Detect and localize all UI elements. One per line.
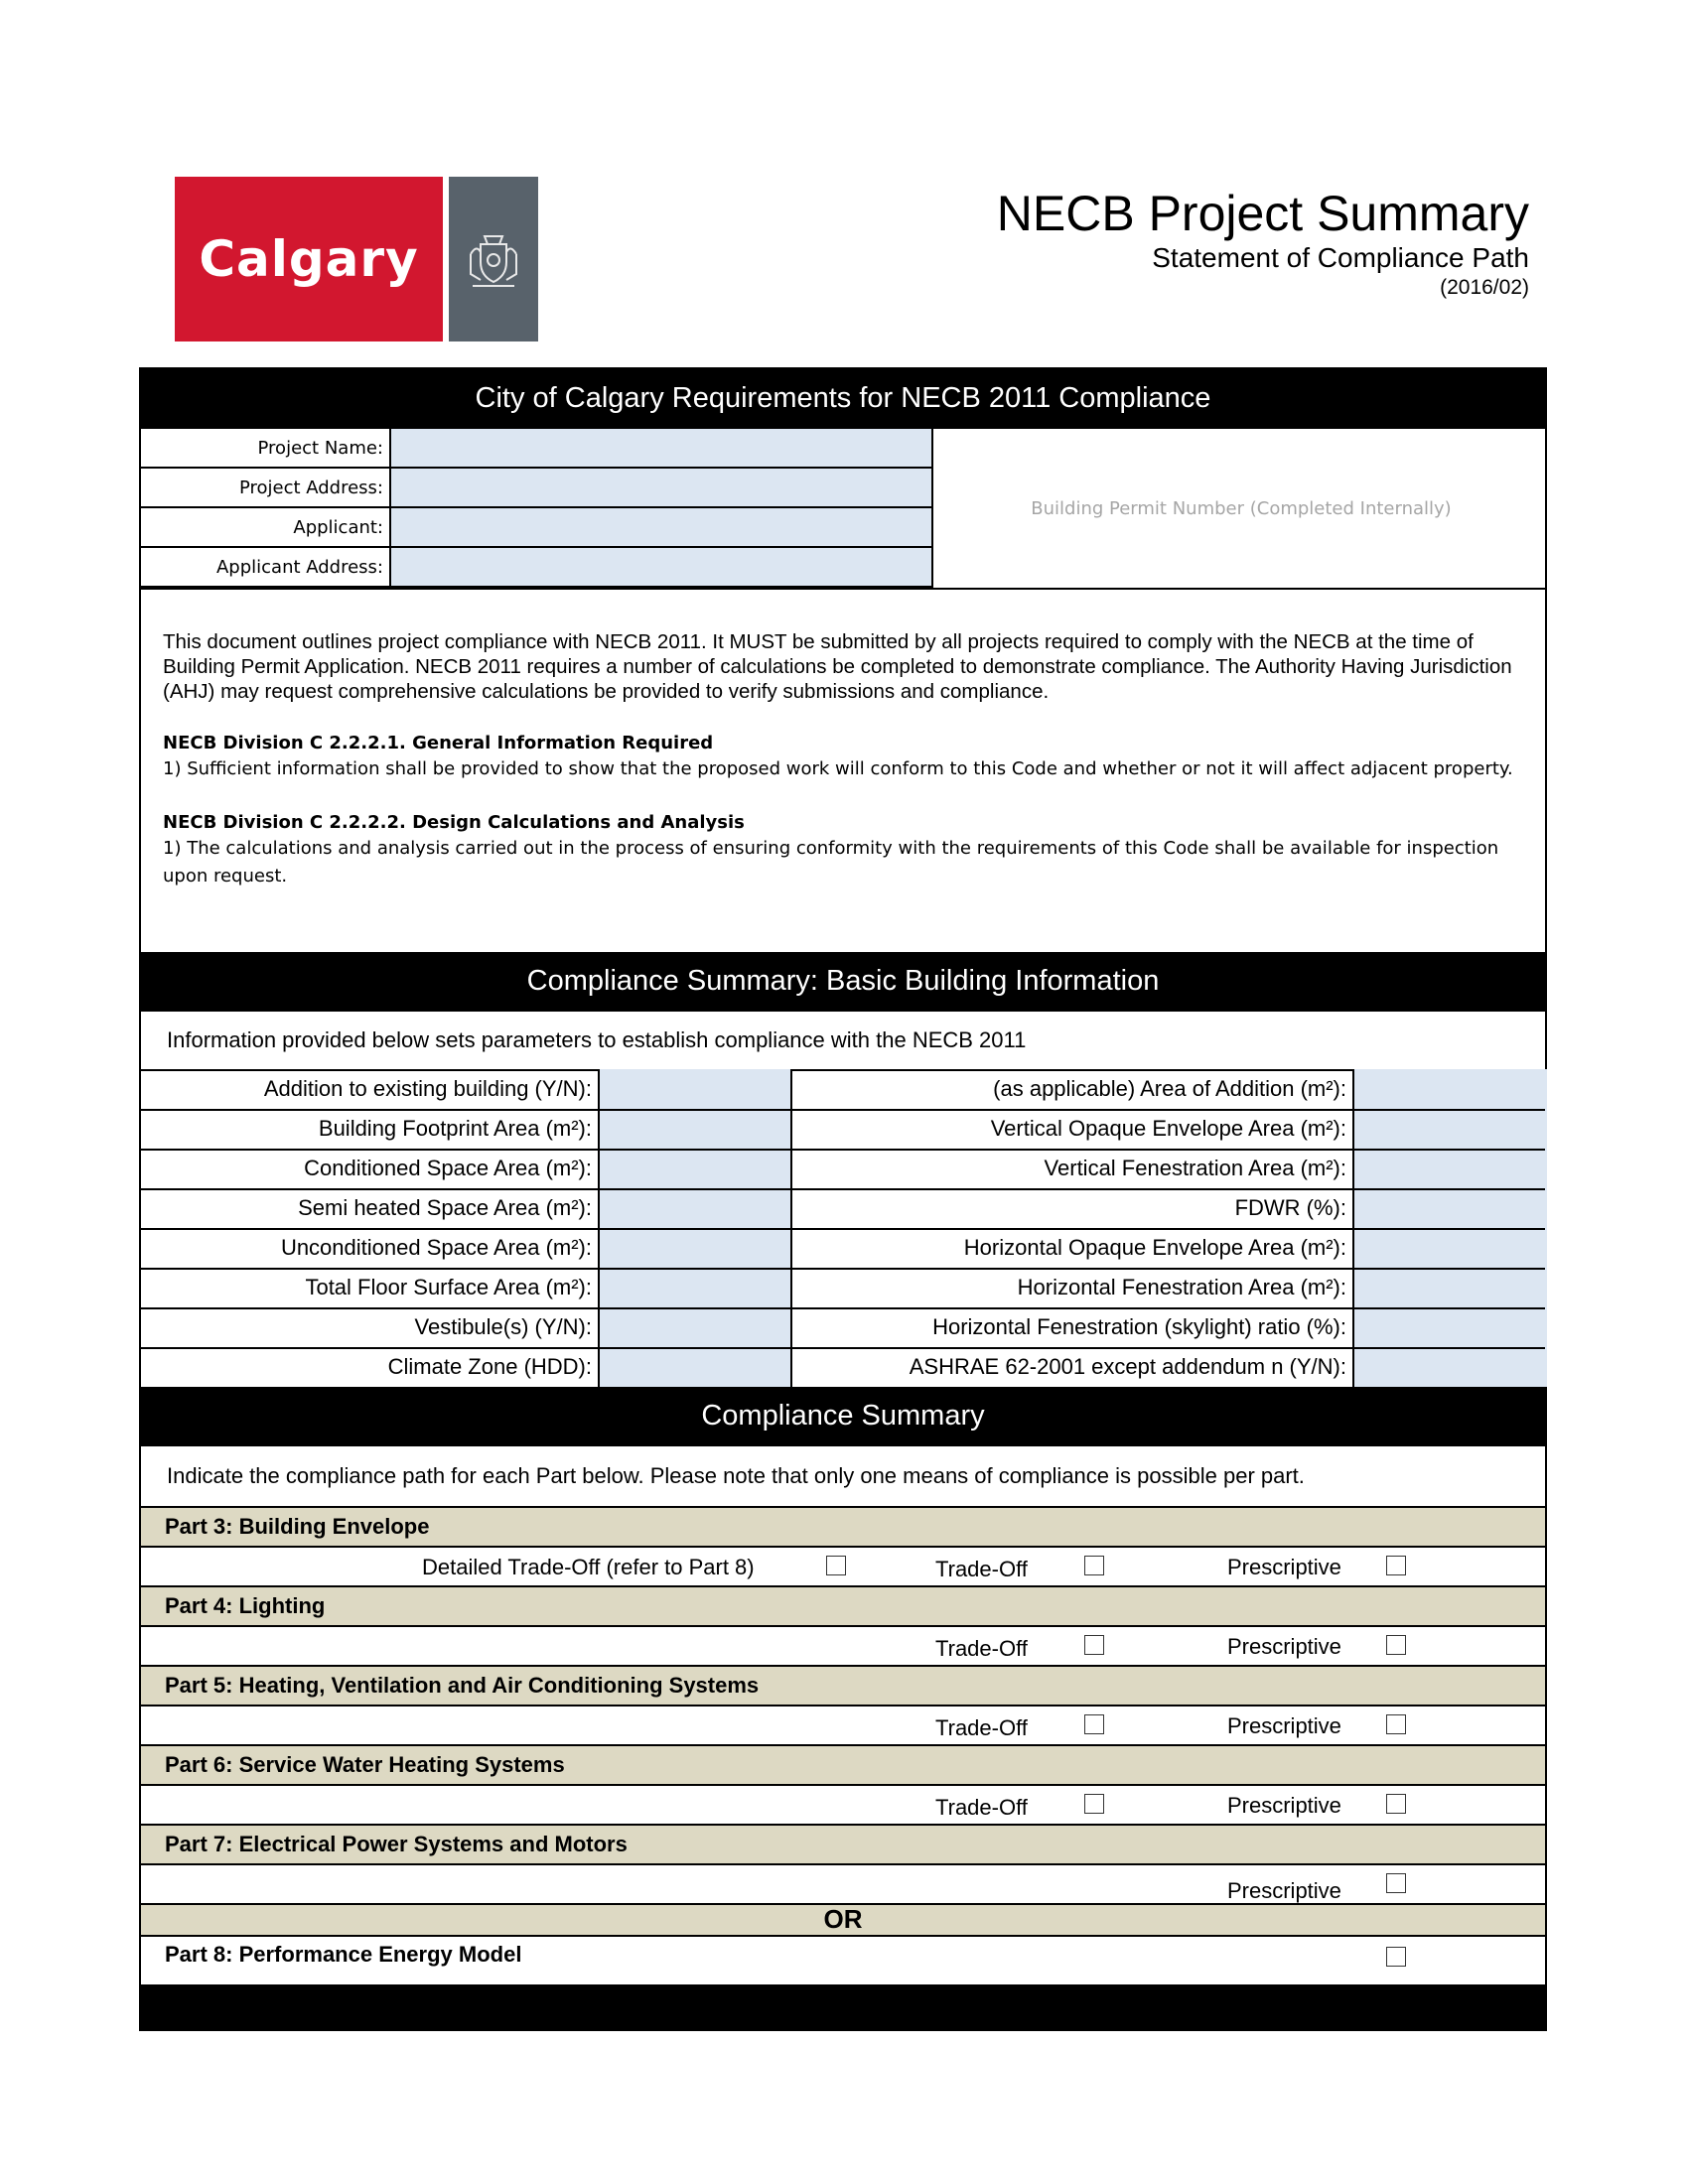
- coat-of-arms-icon: [449, 177, 538, 341]
- applicant-input[interactable]: [391, 508, 933, 548]
- skylight-ratio-label: Horizontal Fenestration (skylight) ratio (%):: [932, 1314, 1346, 1339]
- intro-paragraph: This document outlines project compliance with NECB 2011. It MUST be submitted by all projects required to comply with the NECB at the time of Building Permit Application. NECB 2011 requires a number of calculations be completed to demonstrate compliance. The Authority Having Jurisdiction (AHJ) may request comprehensive calculations be provided to verify submissions and compliance.: [163, 630, 1512, 703]
- part-5-tradeoff-checkbox[interactable]: [1084, 1714, 1104, 1734]
- part-3-header: Part 3: Building Envelope: [141, 1506, 1545, 1546]
- logo-text: Calgary: [199, 230, 419, 288]
- project-name-input[interactable]: [391, 429, 933, 469]
- semi-heated-area-label: Semi heated Space Area (m²):: [298, 1195, 592, 1220]
- project-address-input[interactable]: [391, 469, 933, 508]
- part-3-options: [141, 1546, 1545, 1585]
- footprint-area-label: Building Footprint Area (m²):: [318, 1116, 592, 1141]
- semi-heated-area-input[interactable]: [600, 1188, 790, 1228]
- part-7-prescriptive-checkbox[interactable]: [1386, 1873, 1406, 1893]
- vestibules-input[interactable]: [600, 1307, 790, 1347]
- applicant-label: Applicant:: [141, 508, 391, 548]
- tradeoff-label: Trade-Off: [935, 1795, 1028, 1820]
- tradeoff-label: Trade-Off: [935, 1715, 1028, 1740]
- part-6-tradeoff-checkbox[interactable]: [1084, 1794, 1104, 1814]
- clause-body: 1) The calculations and analysis carried out in the process of ensuring conformity with the requirements of this Code shall be available for inspection upon request.: [163, 838, 1499, 887]
- part-4-prescriptive-checkbox[interactable]: [1386, 1635, 1406, 1655]
- horizontal-opaque-input[interactable]: [1354, 1228, 1547, 1268]
- prescriptive-label: Prescriptive: [1227, 1634, 1341, 1659]
- clause-body: 1) Sufficient information shall be provided to show that the proposed work will conform to this Code and whether or not it will affect adjacent property.: [163, 758, 1513, 779]
- clause-heading: NECB Division C 2.2.2.1. General Information Required: [163, 733, 714, 753]
- prescriptive-label: Prescriptive: [1227, 1555, 1341, 1579]
- logo-wordmark: [175, 177, 443, 341]
- addition-area-label: (as applicable) Area of Addition (m²):: [993, 1076, 1346, 1101]
- building-permit-number-field[interactable]: Building Permit Number (Completed Internally): [1031, 497, 1452, 519]
- form-footer-bar: [141, 1984, 1545, 2031]
- horizontal-fenestration-input[interactable]: [1354, 1268, 1547, 1307]
- part-6-prescriptive-checkbox[interactable]: [1386, 1794, 1406, 1814]
- document-title: NECB Project Summary: [996, 186, 1529, 241]
- project-name-label: Project Name:: [141, 429, 391, 469]
- part-8-checkbox[interactable]: [1386, 1947, 1406, 1967]
- part-6-options: [141, 1784, 1545, 1824]
- addition-area-input[interactable]: [1354, 1069, 1547, 1109]
- document-version: (2016/02): [1440, 276, 1529, 299]
- part-5-prescriptive-checkbox[interactable]: [1386, 1714, 1406, 1734]
- applicant-address-label: Applicant Address:: [141, 548, 391, 588]
- vertical-fenestration-label: Vertical Fenestration Area (m²):: [1044, 1156, 1346, 1180]
- prescriptive-label: Prescriptive: [1227, 1713, 1341, 1738]
- part-7-header: Part 7: Electrical Power Systems and Motors: [141, 1824, 1545, 1863]
- climate-zone-label: Climate Zone (HDD):: [387, 1354, 592, 1379]
- part-7-options: [141, 1863, 1545, 1903]
- project-address-label: Project Address:: [141, 469, 391, 508]
- section-header-compliance-summary: Compliance Summary: [141, 1387, 1545, 1446]
- unconditioned-area-input[interactable]: [600, 1228, 790, 1268]
- ashrae-label: ASHRAE 62-2001 except addendum n (Y/N):: [909, 1354, 1346, 1379]
- prescriptive-label: Prescriptive: [1227, 1793, 1341, 1818]
- vertical-opaque-input[interactable]: [1354, 1109, 1547, 1149]
- addition-existing-label: Addition to existing building (Y/N):: [263, 1076, 592, 1101]
- conditioned-area-input[interactable]: [600, 1149, 790, 1188]
- addition-existing-input[interactable]: [600, 1069, 790, 1109]
- footprint-area-input[interactable]: [600, 1109, 790, 1149]
- intro-text-block: [163, 629, 1533, 890]
- vertical-fenestration-input[interactable]: [1354, 1149, 1547, 1188]
- basic-info-note: Information provided below sets parameters to establish compliance with the NECB 2011: [167, 1027, 1027, 1052]
- applicant-address-input[interactable]: [391, 548, 933, 588]
- compliance-note: Indicate the compliance path for each Part below. Please note that only one means of compliance is possible per part.: [167, 1463, 1305, 1488]
- clause-heading: NECB Division C 2.2.2.2. Design Calculations and Analysis: [163, 812, 745, 833]
- document-subtitle: Statement of Compliance Path: [1152, 242, 1529, 273]
- horizontal-fenestration-label: Horizontal Fenestration Area (m²):: [1017, 1275, 1346, 1299]
- compliance-form: [139, 367, 1547, 2031]
- tradeoff-label: Trade-Off: [935, 1636, 1028, 1661]
- part-3-tradeoff-checkbox[interactable]: [1084, 1556, 1104, 1575]
- part-8-label: Part 8: Performance Energy Model: [165, 1942, 522, 1967]
- fdwr-label: FDWR (%):: [1234, 1195, 1346, 1220]
- ashrae-input[interactable]: [1354, 1347, 1547, 1387]
- part-8-row: [141, 1935, 1545, 1975]
- skylight-ratio-input[interactable]: [1354, 1307, 1547, 1347]
- tradeoff-label: Trade-Off: [935, 1557, 1028, 1581]
- part-3-detailed-tradeoff-checkbox[interactable]: [826, 1556, 846, 1575]
- vertical-opaque-label: Vertical Opaque Envelope Area (m²):: [990, 1116, 1346, 1141]
- part-5-header: Part 5: Heating, Ventilation and Air Conditioning Systems: [141, 1665, 1545, 1705]
- climate-zone-input[interactable]: [600, 1347, 790, 1387]
- part-4-header: Part 4: Lighting: [141, 1585, 1545, 1625]
- section-header-requirements: City of Calgary Requirements for NECB 2011 Compliance: [141, 369, 1545, 429]
- part-4-tradeoff-checkbox[interactable]: [1084, 1635, 1104, 1655]
- part-5-options: [141, 1705, 1545, 1744]
- part-3-prescriptive-checkbox[interactable]: [1386, 1556, 1406, 1575]
- prescriptive-label: Prescriptive: [1227, 1878, 1341, 1903]
- city-of-calgary-logo: [175, 177, 538, 341]
- conditioned-area-label: Conditioned Space Area (m²):: [304, 1156, 592, 1180]
- part-4-options: [141, 1625, 1545, 1665]
- part-6-header: Part 6: Service Water Heating Systems: [141, 1744, 1545, 1784]
- unconditioned-area-label: Unconditioned Space Area (m²):: [280, 1235, 592, 1260]
- section-header-basic-info: Compliance Summary: Basic Building Information: [141, 952, 1545, 1012]
- fdwr-input[interactable]: [1354, 1188, 1547, 1228]
- vestibules-label: Vestibule(s) (Y/N):: [414, 1314, 592, 1339]
- detailed-tradeoff-label: Detailed Trade-Off (refer to Part 8): [422, 1555, 755, 1579]
- or-separator: OR: [141, 1903, 1545, 1935]
- total-floor-area-input[interactable]: [600, 1268, 790, 1307]
- horizontal-opaque-label: Horizontal Opaque Envelope Area (m²):: [963, 1235, 1346, 1260]
- total-floor-area-label: Total Floor Surface Area (m²):: [305, 1275, 592, 1299]
